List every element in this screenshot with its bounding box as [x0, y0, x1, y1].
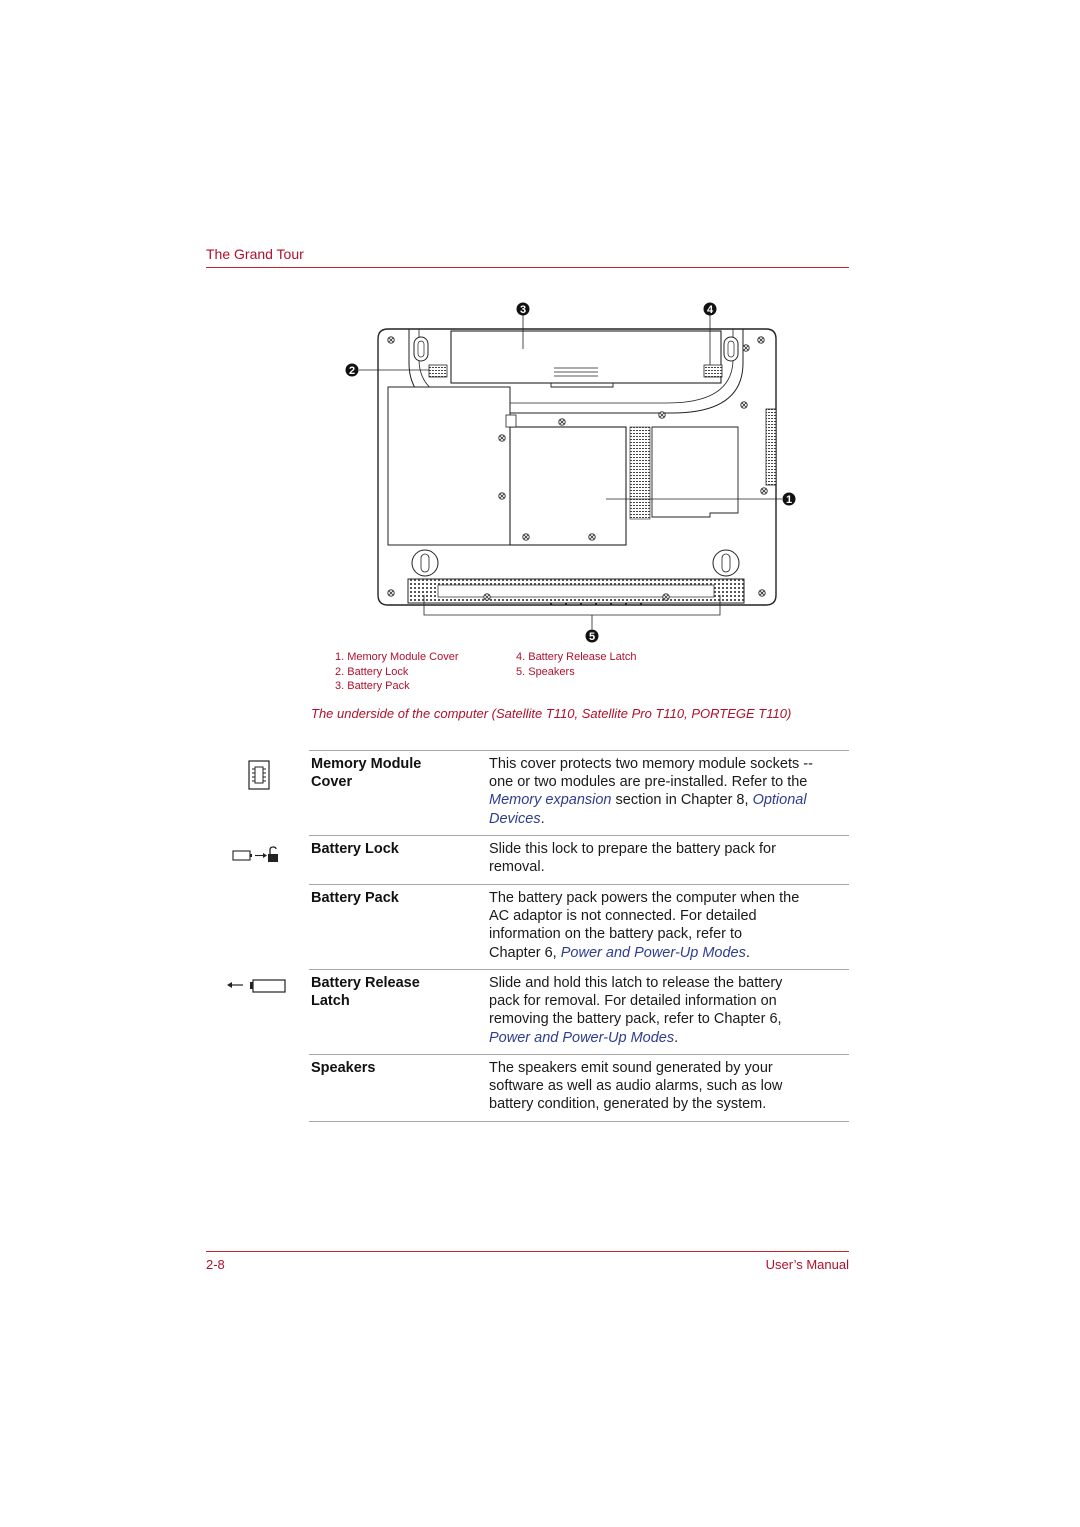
- link-optional-devices[interactable]: Optional: [752, 792, 807, 809]
- battery-lock-slider: [429, 365, 447, 377]
- footer-rule: [206, 1251, 849, 1252]
- term-battery-pack: Battery Pack: [311, 890, 399, 906]
- callout-4-label: 4: [706, 304, 714, 316]
- callout-5-label: 5: [588, 631, 596, 643]
- page-number: 2-8: [206, 1257, 225, 1272]
- battery-release-icon: [226, 979, 288, 1000]
- legend-item: 1. Memory Module Cover: [335, 651, 459, 663]
- memory-cover-shape: [510, 427, 626, 545]
- legend-item: 4. Battery Release Latch: [516, 651, 637, 663]
- term-speakers: Speakers: [311, 1060, 376, 1076]
- desc-memory-module-cover: This cover protects two memory module sockets -- one or two modules are pre-installed. Refer to the Memory expansion section in Chapter 8, Optional Devices.: [489, 756, 813, 827]
- callout-1-label: 1: [785, 494, 793, 506]
- term-battery-release-latch: Battery Release Latch: [311, 975, 420, 1009]
- memory-chip-icon: [248, 760, 270, 795]
- link-power-modes[interactable]: Power and Power-Up Modes: [560, 944, 746, 961]
- desc-battery-pack: The battery pack powers the computer when the AC adaptor is not connected. For detailed information on the battery pack, refer to Chapter 6, Power and Power-Up Modes.: [489, 890, 800, 961]
- term-battery-lock: Battery Lock: [311, 841, 399, 857]
- laptop-underside-figure: [330, 295, 800, 645]
- desc-battery-release-latch: Slide and hold this latch to release the battery pack for removal. For detailed information on removing the battery pack, refer to Chapter 6, Power and Power-Up Modes.: [489, 975, 783, 1046]
- table-rule: [309, 835, 849, 836]
- table-rule: [309, 1054, 849, 1055]
- callout-3-label: 3: [519, 304, 527, 316]
- section-title: The Grand Tour: [206, 246, 304, 262]
- header-rule: [206, 267, 849, 268]
- laptop-underside-drawing: [330, 295, 800, 645]
- figure-caption: The underside of the computer (Satellite T110, Satellite Pro T110, PORTEGE T110): [311, 706, 792, 721]
- legend-item: 2. Battery Lock: [335, 665, 409, 678]
- table-rule: [309, 884, 849, 885]
- link-power-modes[interactable]: Power and Power-Up Modes: [489, 1029, 675, 1046]
- link-memory-expansion[interactable]: Memory expansion: [489, 792, 612, 809]
- battery-pack-shape: [451, 331, 721, 383]
- battery-latch-slider: [704, 365, 722, 377]
- table-rule: [309, 1121, 849, 1122]
- desc-speakers: The speakers emit sound generated by your software as well as audio alarms, such as low battery condition, generated by the system.: [489, 1060, 783, 1113]
- battery-unlock-icon: [232, 846, 280, 869]
- table-rule: [309, 750, 849, 751]
- callout-2-label: 2: [348, 365, 356, 377]
- figure-legend-right: [516, 650, 636, 679]
- term-memory-module-cover: Memory Module Cover: [311, 756, 422, 790]
- link-optional-devices-cont[interactable]: Devices: [489, 810, 541, 827]
- desc-battery-lock: Slide this lock to prepare the battery pack for removal.: [489, 841, 776, 876]
- legend-item: 5. Speakers: [516, 665, 575, 678]
- table-rule: [309, 969, 849, 970]
- legend-item: 3. Battery Pack: [335, 680, 410, 692]
- manual-title: User’s Manual: [765, 1257, 849, 1272]
- figure-legend-left: [335, 650, 459, 694]
